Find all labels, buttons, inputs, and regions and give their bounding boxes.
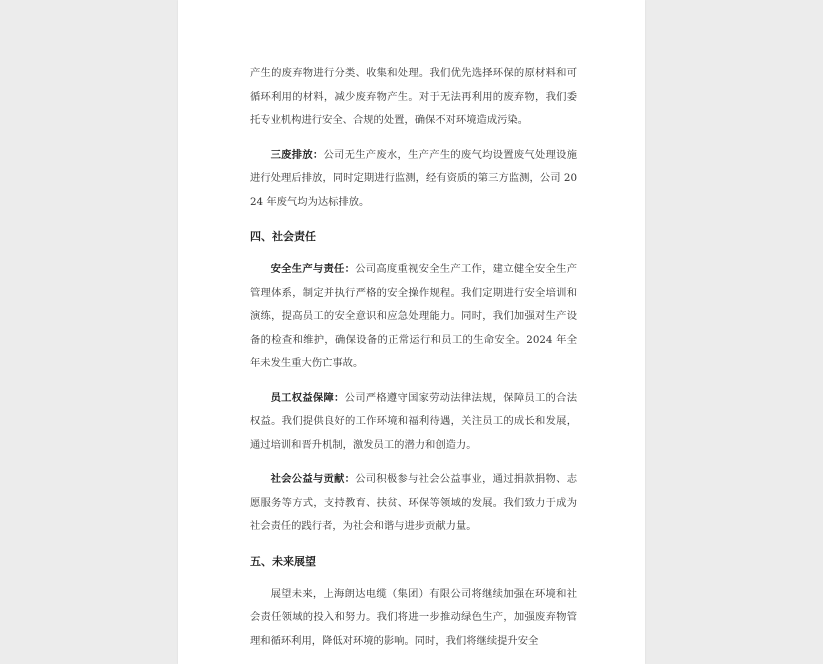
paragraph-outlook bbox=[250, 583, 577, 654]
paragraph-text: 公司无生产废水，生产产生的废气均设置废气处理设施进行处理后排放，同时定期进行监测，经有资质的第三方监测，公司 2024 年废气均为达标排放。 bbox=[250, 148, 578, 208]
paragraph-text: 公司积极参与社会公益事业，通过捐款捐物、志愿服务等方式，支持教育、扶贫、环保等领域的发展。我们致力于成为社会责任的践行者，为社会和谐与进步贡献力量。 bbox=[250, 473, 578, 532]
paragraph-employee-rights bbox=[250, 387, 577, 458]
paragraph-lead: 三废排放： bbox=[270, 148, 324, 161]
document-page bbox=[178, 0, 645, 664]
paragraph-waste-handling bbox=[250, 62, 577, 133]
paragraph-text: 产生的废弃物进行分类、收集和处理。我们优先选择环保的原材料和可循环利用的材料，减少废弃物产生。对于无法再利用的废弃物，我们委托专业机构进行安全、合规的处置，确保不对环境造成污染。 bbox=[250, 67, 577, 126]
paragraph-lead: 社会公益与贡献： bbox=[270, 473, 356, 485]
paragraph-public-welfare bbox=[250, 468, 577, 539]
paragraph-safety bbox=[250, 258, 577, 376]
section-heading-future-outlook: 五、未来展望 bbox=[250, 554, 316, 568]
paragraph-lead: 安全生产与责任： bbox=[270, 263, 356, 275]
document-body bbox=[250, 62, 577, 664]
paragraph-lead: 员工权益保障： bbox=[270, 391, 345, 404]
paragraph-emissions bbox=[250, 144, 577, 215]
paragraph-text: 展望未来，上海朗达电缆（集团）有限公司将继续加强在环境和社会责任领域的投入和努力。我们将进一步推动绿色生产，加强废弃物管理和循环利用，降低对环境的影响。同时，我们将继续提升安全 bbox=[250, 587, 577, 647]
paragraph-text: 公司高度重视安全生产工作，建立健全安全生产管理体系，制定并执行严格的安全操作规程。我们定期进行安全培训和演练，提高员工的安全意识和应急处理能力。同时，我们加强对生产设备的检查和维护，确保设备的正常运行和员工的生命安全。2024 年全年未发生重大伤亡事故。 bbox=[250, 263, 578, 369]
paragraph-text: 公司严格遵守国家劳动法律法规，保障员工的合法权益。我们提供良好的工作环境和福利待遇，关注员工的成长和发展，通过培训和晋升机制，激发员工的潜力和创造力。 bbox=[250, 391, 578, 451]
section-heading-social-responsibility: 四、社会责任 bbox=[250, 230, 316, 243]
